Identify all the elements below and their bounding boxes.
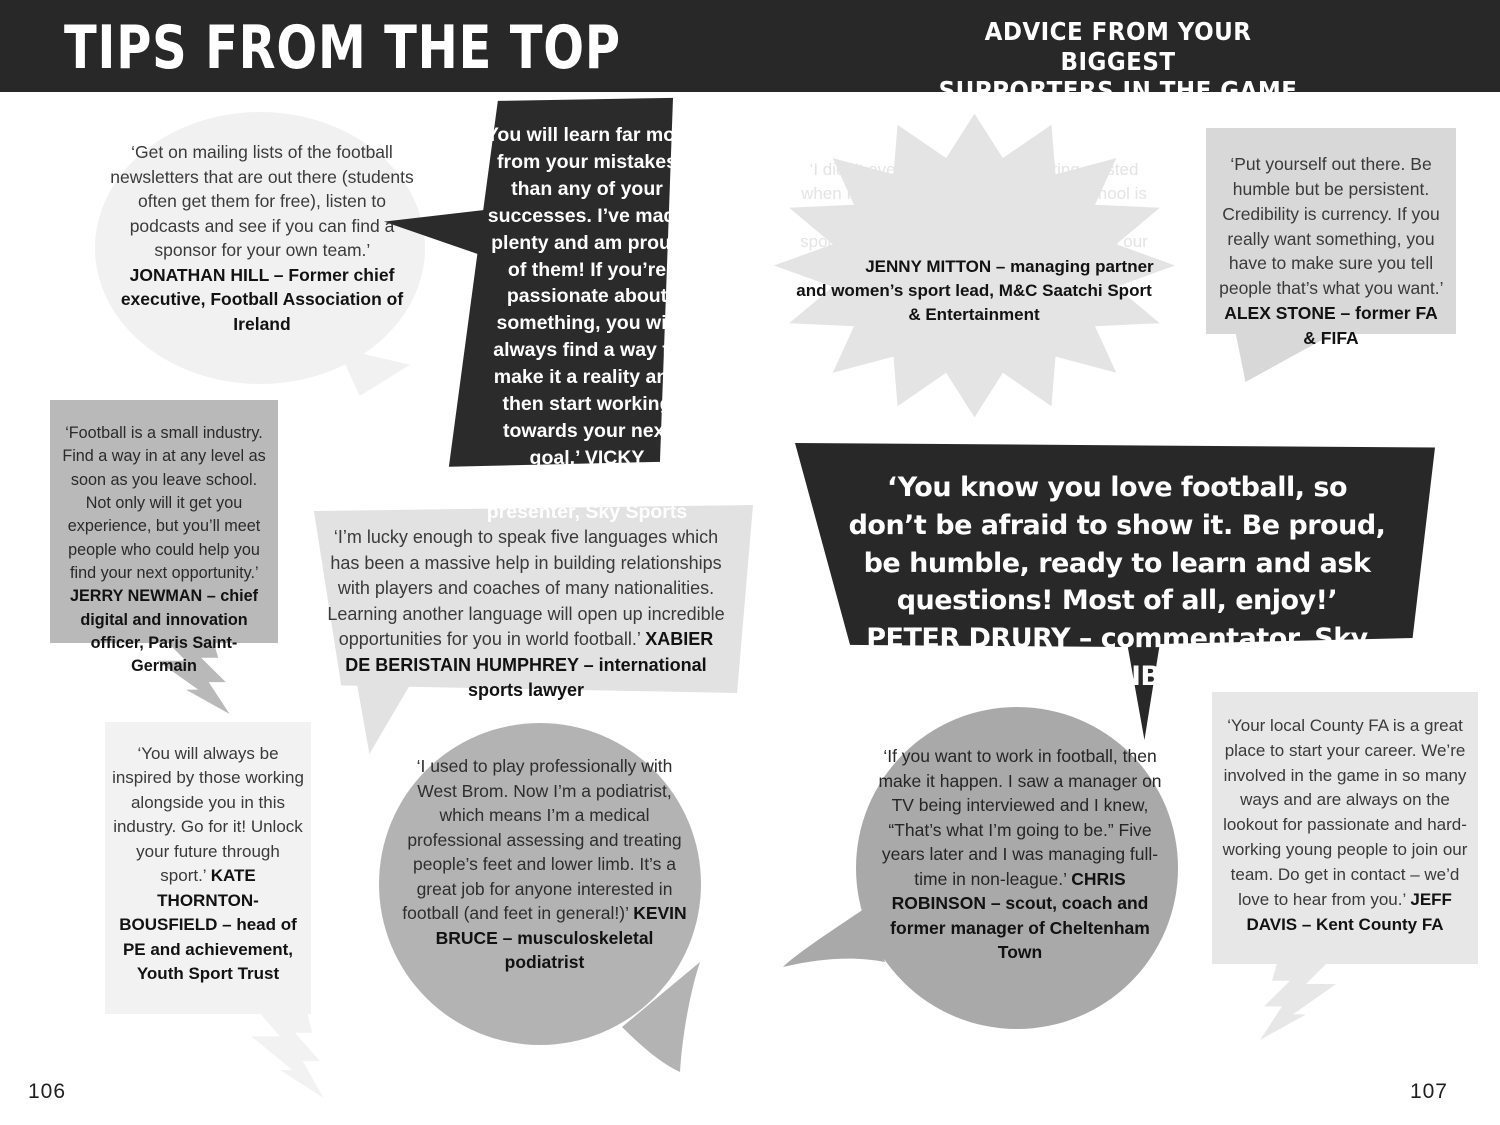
- quote-text: ‘I used to play professionally with West Brom. Now I’m a podiatrist, which means I’m a medical professional assessing and treating people’s feet and lower limb. It’s a great job for anyone interested in football (and feet in general!)’: [402, 756, 682, 923]
- quote-text: ‘If you want to work in football, then make it happen. I saw a manager on TV being interviewed and I knew, “That’s what I’m going to be.” Five years later and I was managing full-time in non-league.’: [878, 746, 1162, 889]
- quote-text: ‘You will learn far more from your mistakes than any of your successes. I’ve made plenty and am proud of them! If you’re passionate about something, you will always find a way to make it a reality and then start working towards your next goal.’: [480, 124, 694, 469]
- attribution-text: CHRIS ROBINSON – scout, coach and former manager of Cheltenham Town: [890, 868, 1150, 962]
- page-number-left: 106: [28, 1080, 67, 1103]
- page-title: TIPS FROM THE TOP: [64, 13, 621, 83]
- quote-bubble-kate-thornton-bousfield: [105, 722, 345, 1102]
- lightning-tail: [240, 1010, 335, 1098]
- bubble-tail: [338, 348, 410, 396]
- quote-text: ‘I didn’t even know sports marketing existed when I left school. Playing football at school is a great way to set yourself up for working in sports sponsorships as teamwork is key in our industry.’: [794, 160, 1148, 276]
- page-number-right: 107: [1409, 1080, 1448, 1103]
- page-header: [0, 0, 1500, 105]
- bubble-text: [58, 422, 270, 679]
- attribution-text: JEFF DAVIS – Kent County FA: [1246, 889, 1452, 934]
- attribution-text: VICKY GOMERSALL – presenter, Sky Sports: [486, 446, 688, 523]
- quote-text: ‘Your local County FA is a great place to start your career. We’re involved in the game in so many ways and are always on the lookout for passionate and hard-working young people to join our team. Do get in contact – we’d love to hear from you.’: [1222, 716, 1468, 909]
- attribution-text: PETER DRURY – commentator, Sky Sports and NBC Sports: [866, 623, 1368, 692]
- lightning-tail: [1248, 960, 1348, 1040]
- bubble-text: [1216, 152, 1446, 351]
- quote-text: ‘Put yourself out there. Be humble but be persistent. Credibility is currency. If you really want something, you have to make sure you tell people that’s what you want.’: [1219, 154, 1443, 299]
- bubble-text: [794, 158, 1154, 327]
- attribution-text: XABIER DE BERISTAIN HUMPHREY – international sports lawyer: [345, 629, 714, 701]
- quote-text: ‘Football is a small industry. Find a way in at any level as soon as you leave school. Not only will it get you experience, but you’ll meet people who could help you find your next opportunity.’: [62, 424, 266, 582]
- attribution-text: KATE THORNTON-BOUSFIELD – head of PE and achievement, Youth Sport Trust: [119, 866, 297, 984]
- bubble-text: [397, 754, 692, 975]
- bubble-text: [870, 744, 1170, 965]
- quote-text: ‘You will always be inspired by those working alongside you in this industry. Go for it! Unlock your future through sport.’: [112, 744, 304, 886]
- attribution-text: ALEX STONE – former FA & FIFA: [1224, 303, 1438, 348]
- bubble-text: [480, 122, 694, 526]
- quote-bubble-jenny-mitton: [772, 110, 1177, 425]
- quote-text: ‘I’m lucky enough to speak five languages which has been a massive help in building relationships with players and coaches of many nationalities. Learning another language will open up incredible opportunities for you in world football.’: [327, 527, 725, 650]
- attribution-text: KEVIN BRUCE – musculoskeletal podiatrist: [435, 903, 687, 972]
- quote-text: ‘Get on mailing lists of the football newsletters that are out there (students often get them for free), listen to podcasts and see if you can find a sponsor for your own team.’: [110, 142, 414, 260]
- quote-bubble-kevin-bruce: [372, 722, 717, 1077]
- quote-bubble-vicky-gomersall: [438, 96, 710, 523]
- attribution-text: JONATHAN HILL – Former chief executive, Football Association of Ireland: [120, 264, 404, 334]
- bubble-text: [109, 140, 415, 336]
- attribution-text: JERRY NEWMAN – chief digital and innovation officer, Paris Saint-Germain: [70, 587, 258, 676]
- quote-text: ‘You know you love football, so don’t be afraid to show it. Be proud, be humble, ready to learn and ask questions! Most of all, enjoy!’: [848, 472, 1386, 617]
- subtitle-line-1: ADVICE FROM YOUR BIGGEST: [984, 17, 1252, 76]
- quote-bubble-jeff-davis: [1212, 692, 1478, 1047]
- quote-bubble-xabier-humphrey: [298, 505, 753, 755]
- bubble-text: [847, 469, 1387, 696]
- quote-bubble-jonathan-hill: [95, 112, 435, 402]
- bubble-text: [1222, 714, 1468, 937]
- subtitle-line-2: SUPPORTERS IN THE GAME: [938, 76, 1298, 105]
- attribution-text: JENNY MITTON – managing partner and women’s sport lead, M&C Saatchi Sport & Entertainment: [796, 256, 1154, 324]
- bubble-text: [324, 525, 728, 704]
- page-subtitle: [925, 17, 1311, 106]
- quote-bubble-jerry-newman: [50, 400, 278, 716]
- quote-bubble-chris-robinson: [775, 700, 1185, 1045]
- bubble-text: [111, 742, 305, 987]
- quote-bubble-alex-stone: [1206, 128, 1456, 398]
